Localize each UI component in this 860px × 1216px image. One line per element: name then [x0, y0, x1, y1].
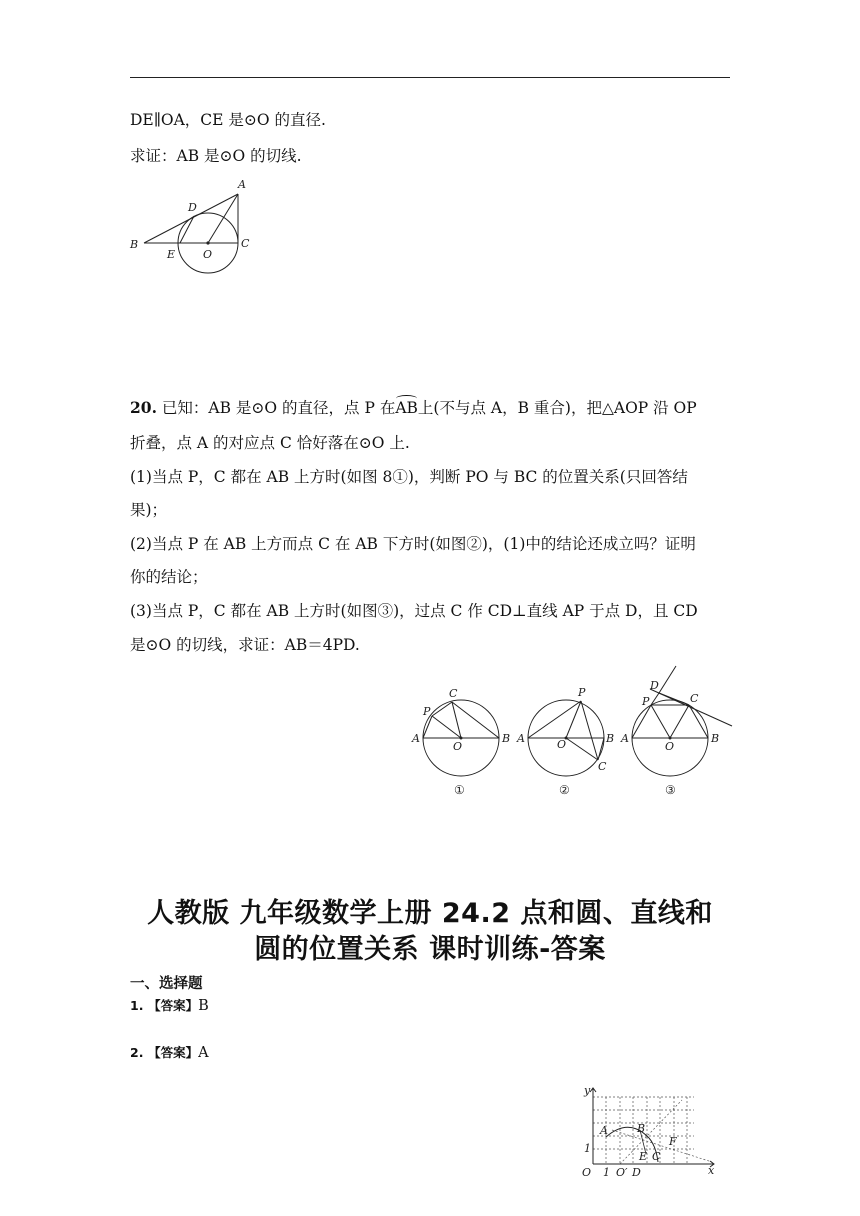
q19-label-e: E	[167, 248, 176, 261]
fig2-label-o: O	[557, 738, 567, 751]
q19-label-b: B	[130, 238, 139, 251]
q19-text-line-1: DE∥OA，CE 是⊙O 的直径.	[130, 111, 326, 129]
fig1-label-o: O	[453, 740, 463, 753]
answers-title-line-1: 人教版 九年级数学上册 24.2 点和圆、直线和	[147, 898, 713, 929]
q19-label-o: O	[203, 248, 213, 261]
fig2-label-b: B	[606, 732, 615, 745]
grid-label-e: E	[639, 1150, 648, 1163]
answers-title-line-2: 圆的位置关系 课时训练-答案	[254, 934, 606, 965]
fig3-label-d: D	[650, 679, 659, 692]
answer-2-number: 2.	[130, 1045, 144, 1060]
answer-2-value: A	[198, 1045, 209, 1061]
fig3-label-b: B	[711, 732, 720, 745]
q20-text-line-2: 折叠，点 A 的对应点 C 恰好落在⊙O 上.	[130, 434, 410, 452]
q19-label-c: C	[241, 237, 250, 250]
q20-text-line-8: 是⊙O 的切线，求证：AB＝4PD.	[130, 636, 360, 654]
header-rule	[130, 77, 730, 78]
fig1-label-b: B	[502, 732, 511, 745]
q19-figure	[124, 174, 264, 274]
q20-text-line-3: (1)当点 P，C 都在 AB 上方时(如图 8①)，判断 PO 与 BC 的位置关系(只回答结	[130, 468, 688, 486]
q19-center-dot	[206, 241, 209, 244]
q19-text-line-2: 求证：AB 是⊙O 的切线.	[130, 147, 302, 165]
grid-label-o: O	[582, 1166, 592, 1179]
grid-label-o-prime: O′	[616, 1166, 628, 1179]
grid-label-b: B	[637, 1122, 646, 1135]
q20-text-line-7: (3)当点 P，C 都在 AB 上方时(如图③)，过点 C 作 CD⊥直线 AP 于点 D，且 CD	[130, 602, 698, 620]
answer-2	[130, 1043, 209, 1061]
grid-label-one-x: 1	[603, 1166, 610, 1179]
fig2-caption: ②	[559, 783, 570, 797]
grid-figure	[574, 1082, 724, 1182]
grid-label-f: F	[669, 1135, 677, 1148]
q19-label-d: D	[188, 201, 197, 214]
fig2-label-c: C	[598, 760, 607, 773]
answer-1-number: 1.	[130, 998, 144, 1013]
answer-1-tag: 【答案】	[148, 998, 199, 1013]
q20-figure-2	[516, 680, 621, 800]
fig1-caption: ①	[454, 783, 465, 797]
q20-number: 20.	[130, 398, 157, 417]
fig3-label-o: O	[665, 740, 675, 753]
fig3-caption: ③	[665, 783, 676, 797]
q20-figure-3	[620, 660, 735, 800]
q20-text-line-4: 果)；	[130, 501, 168, 519]
answer-1-value: B	[198, 998, 209, 1014]
grid-label-x: x	[708, 1164, 715, 1177]
fig2-label-p: P	[578, 686, 586, 699]
fig1-label-c: C	[449, 687, 458, 700]
grid-label-d: D	[632, 1166, 641, 1179]
fig1-label-a: A	[412, 732, 420, 745]
fig3-label-p: P	[642, 695, 650, 708]
fig2-label-a: A	[517, 732, 525, 745]
q20-figure-1	[408, 680, 518, 800]
q20-text-line-5: (2)当点 P 在 AB 上方而点 C 在 AB 下方时(如图②)，(1)中的结论还成立吗？证明	[130, 535, 696, 553]
fig1-label-p: P	[423, 705, 431, 718]
fig3-label-a: A	[621, 732, 629, 745]
q20-line1-pre: 已知：AB 是⊙O 的直径，点 P 在	[161, 399, 396, 417]
grid-label-y: y	[584, 1084, 591, 1097]
answer-2-tag: 【答案】	[148, 1045, 199, 1060]
q20-text-line-6: 你的结论；	[130, 568, 208, 586]
grid-label-c: C	[652, 1150, 661, 1163]
q20-line1-post: 上(不与点 A，B 重合)，把△AOP 沿 OP	[417, 399, 697, 417]
q19-label-a: A	[238, 178, 246, 191]
q20-arc-ab: AB	[395, 399, 418, 417]
q20-text-line-1	[130, 398, 697, 418]
answer-1	[130, 996, 209, 1014]
fig3-label-c: C	[690, 692, 699, 705]
grid-label-one-y: 1	[584, 1142, 591, 1155]
grid-label-a: A	[600, 1124, 608, 1137]
section-label: 一、选择题	[130, 976, 203, 992]
